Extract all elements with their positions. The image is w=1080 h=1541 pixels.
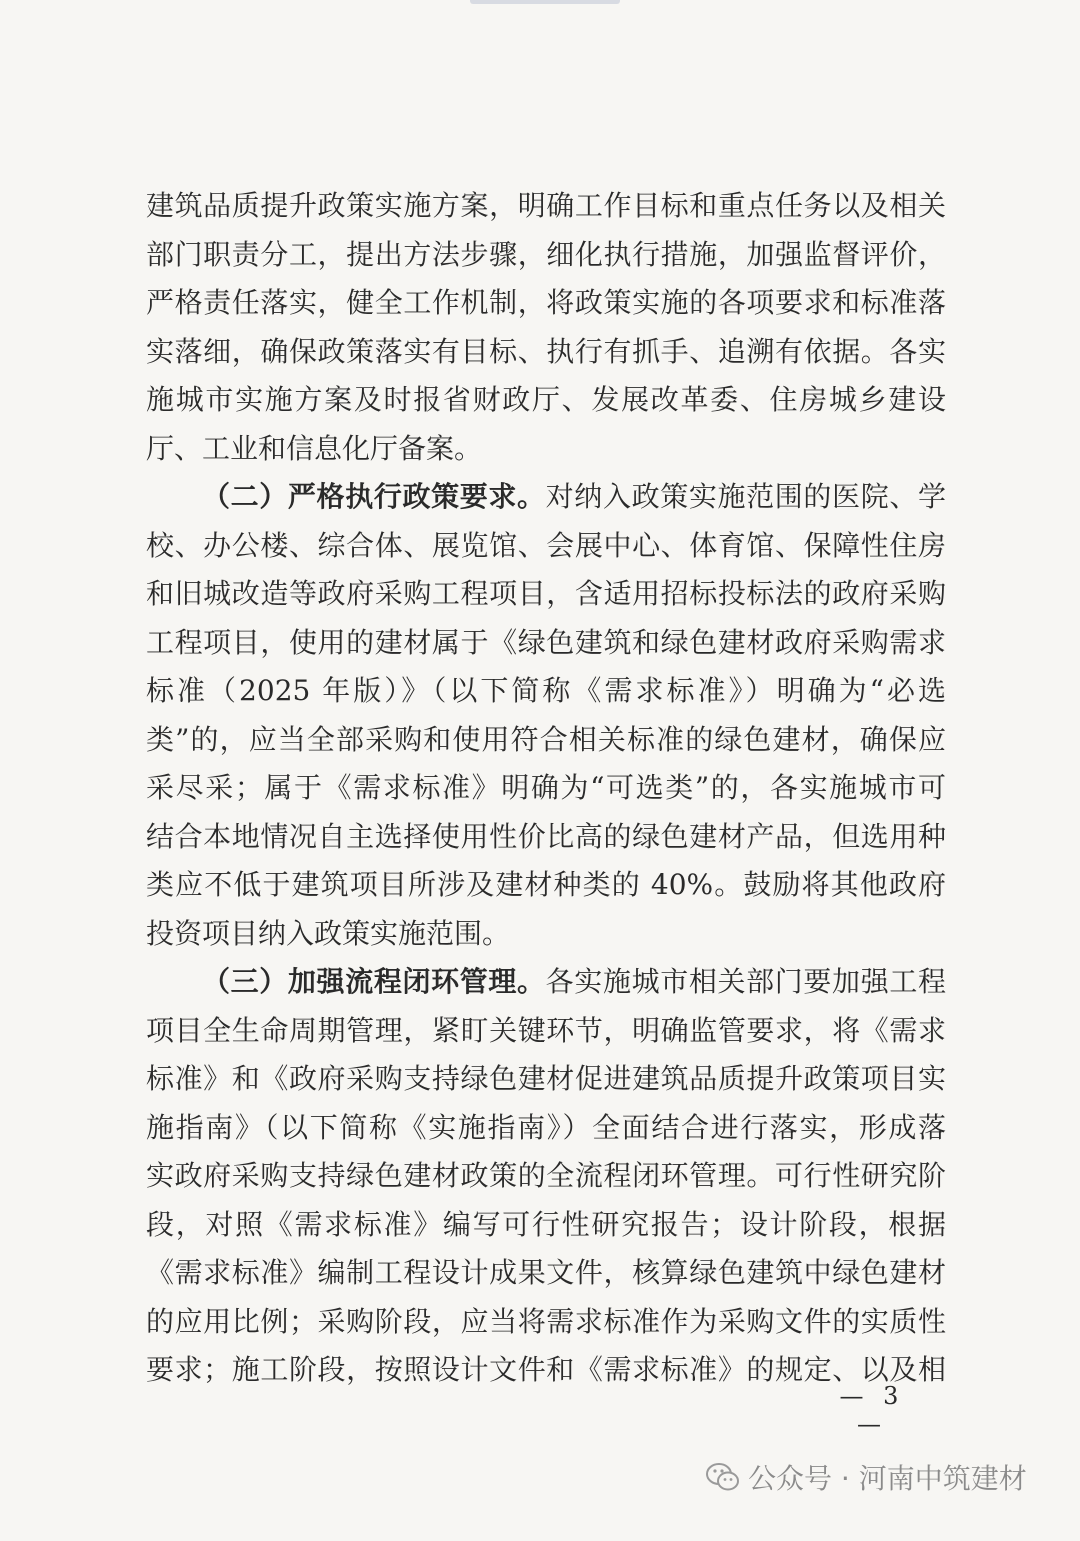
text-line: 类应不低于建筑项目所涉及建材种类的 40%。鼓励将其他政府 [146,868,946,901]
text-line: 项目全生命周期管理，紧盯关键环节，明确监管要求，将《需求 [146,1013,946,1047]
text-line: 建筑品质提升政策实施方案，明确工作目标和重点任务以及相关 [146,189,946,222]
text-line: 校、办公楼、综合体、展览馆、会展中心、体育馆、保障性住房 [146,528,946,562]
text-line: 类”的，应当全部采购和使用符合相关标准的绿色建材，确保应 [146,722,946,756]
text-line: 工程项目，使用的建材属于《绿色建筑和绿色建材政府采购需求 [146,625,946,659]
section-heading: （二）严格执行政策要求。 [202,480,546,513]
document-body [146,182,946,1395]
text-line: 《需求标准》编制工程设计成果文件，核算绿色建筑中绿色建材 [146,1256,946,1289]
watermark [706,1455,1027,1499]
section-heading: （三）加强流程闭环管理。 [202,965,546,998]
text-run: 各实施城市相关部门要加强工程 [545,965,946,998]
text-line: 段，对照《需求标准》编写可行性研究报告；设计阶段，根据 [146,1207,946,1241]
text-line: 要求；施工阶段，按照设计文件和《需求标准》的规定、以及相 [146,1353,946,1386]
top-scan-mark [470,0,620,4]
text-line: 实落细，确保政策落实有目标、执行有抓手、追溯有依据。各实 [146,334,946,368]
text-line: 的应用比例；采购阶段，应当将需求标准作为采购文件的实质性 [146,1304,946,1338]
text-line: 实政府采购支持绿色建材政策的全流程闭环管理。可行性研究阶 [146,1159,946,1192]
text-line: 和旧城改造等政府采购工程项目，含适用招标投标法的政府采购 [146,577,946,610]
text-line: 部门职责分工，提出方法步骤，细化执行措施，加强监督评价， [146,237,946,271]
text-line: 施指南》（以下简称《实施指南》）全面结合进行落实，形成落 [146,1110,946,1144]
text-line: 严格责任落实，健全工作机制，将政策实施的各项要求和标准落 [146,286,946,319]
text-run: 对纳入政策实施范围的医院、学 [545,480,946,513]
text-line: 投资项目纳入政策实施范围。 [146,916,511,950]
text-line: 厅、工业和信息化厅备案。 [146,431,483,465]
watermark-text: 公众号 · 河南中筑建材 [748,1462,1027,1495]
text-line: 结合本地情况自主选择使用性价比高的绿色建材产品，但选用种 [146,819,946,853]
paragraph-first-line [146,958,946,1007]
wechat-icon [706,1462,740,1492]
text-line: 标准》和《政府采购支持绿色建材促进建筑品质提升政策项目实 [146,1062,946,1095]
text-line: 采尽采；属于《需求标准》明确为“可选类”的，各实施城市可 [146,771,946,804]
text-line: 施城市实施方案及时报省财政厅、发展改革委、住房城乡建设 [146,383,946,416]
text-line: 标准（2025 年版）》（以下简称《需求标准》）明确为“必选 [146,674,946,707]
page-number: — 3 — [839,1382,905,1438]
paragraph-first-line [146,473,946,522]
